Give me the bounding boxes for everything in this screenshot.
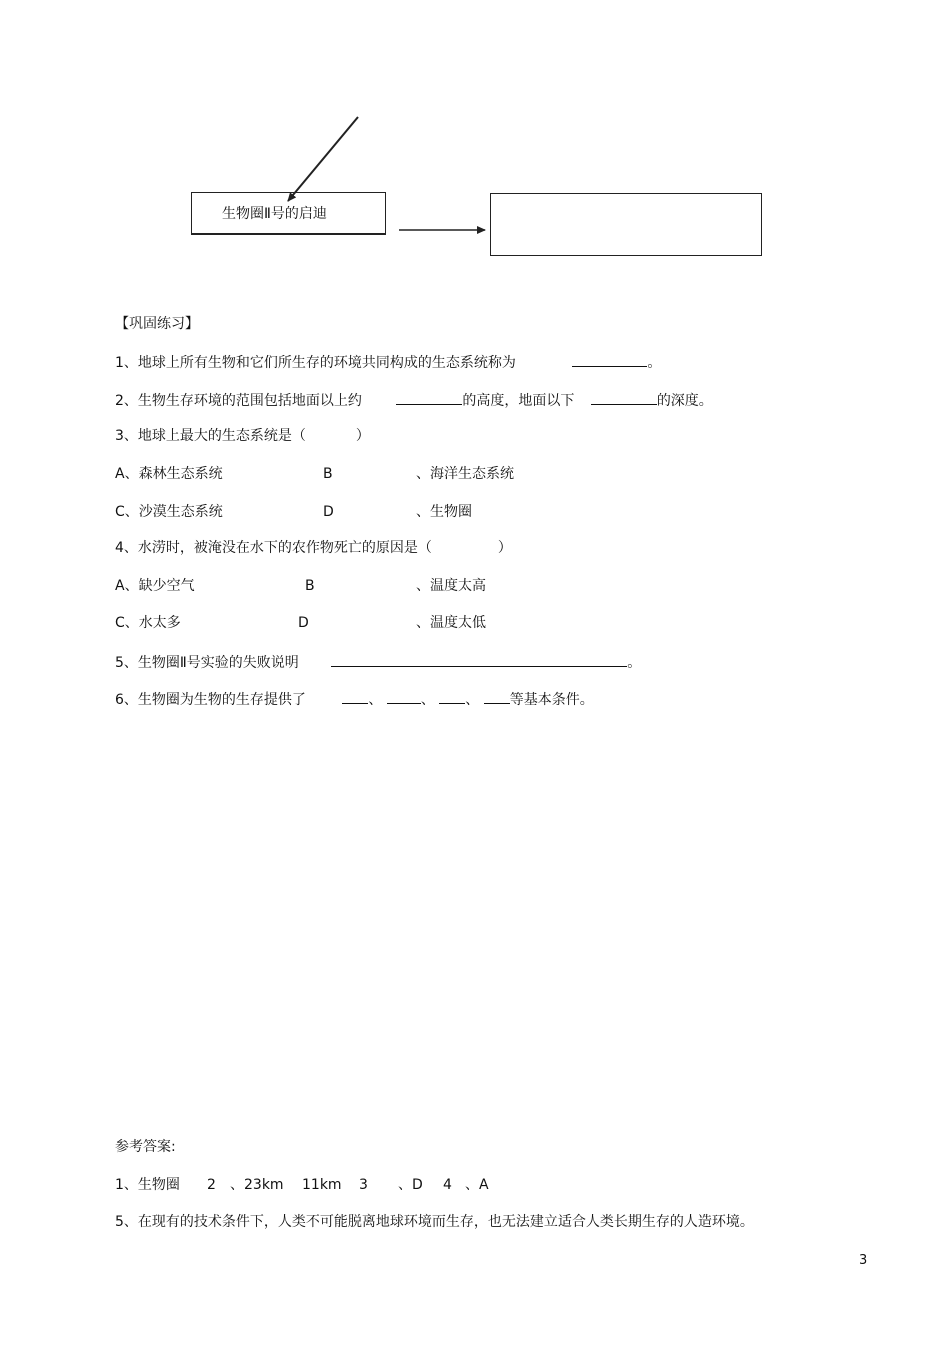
question-3-option-a: A、森林生态系统 <box>115 466 223 482</box>
question-3-text: 3、地球上最大的生态系统是（ <box>115 428 306 444</box>
question-4-option-c: C、水太多 <box>115 615 181 631</box>
diagonal-arrow <box>288 117 358 201</box>
answers-title: 参考答案: <box>115 1139 176 1155</box>
question-5-text: 5、生物圈Ⅱ号实验的失败说明 <box>115 655 299 671</box>
question-3-option-b-letter: B <box>323 466 333 482</box>
question-6-sep-3: 、 <box>465 692 480 708</box>
question-4-end: ） <box>497 540 512 556</box>
diagram-box-left-label: 生物圈Ⅱ号的启迪 <box>222 206 327 222</box>
question-2-blank-2[interactable] <box>591 390 657 405</box>
page-number: 3 <box>859 1253 868 1268</box>
answer-2-number: 2 <box>207 1177 216 1193</box>
question-2-blank-1[interactable] <box>396 390 462 405</box>
question-3-option-d-letter: D <box>323 504 334 520</box>
question-4-option-b-letter: B <box>305 578 315 594</box>
question-1-text: 1、地球上所有生物和它们所生存的环境共同构成的生态系统称为 <box>115 355 516 371</box>
question-3-option-d: 、生物圈 <box>416 504 472 520</box>
question-4 <box>115 539 512 557</box>
question-6 <box>115 689 594 709</box>
answer-4: 、A <box>465 1177 489 1193</box>
question-2-text: 2、生物生存环境的范围包括地面以上约 <box>115 393 362 409</box>
question-2-end: 的深度。 <box>656 393 713 409</box>
question-2-mid: 的高度，地面以下 <box>462 393 575 409</box>
question-6-blank-1[interactable] <box>342 689 368 704</box>
question-3 <box>115 427 370 445</box>
answer-1: 1、生物圈 <box>115 1177 180 1193</box>
question-6-text: 6、生物圈为生物的生存提供了 <box>115 692 306 708</box>
answer-3-number: 3 <box>359 1177 368 1193</box>
answer-5: 5、在现有的技术条件下，人类不可能脱离地球环境而生存，也无法建立适合人类长期生存的人造环境。 <box>115 1214 754 1230</box>
question-4-option-d-letter: D <box>298 615 309 631</box>
question-5 <box>115 652 641 672</box>
answer-3: 、D <box>398 1177 423 1193</box>
question-4-option-a: A、缺少空气 <box>115 578 195 594</box>
question-3-option-c: C、沙漠生态系统 <box>115 504 223 520</box>
question-1 <box>115 352 661 372</box>
answer-4-number: 4 <box>443 1177 452 1193</box>
question-6-end: 等基本条件。 <box>509 692 594 708</box>
question-6-sep-2: 、 <box>420 692 435 708</box>
question-1-end: 。 <box>647 355 662 371</box>
question-4-text: 4、水涝时，被淹没在水下的农作物死亡的原因是（ <box>115 540 432 556</box>
question-4-option-b: 、温度太高 <box>416 578 486 594</box>
question-6-blank-2[interactable] <box>387 689 421 704</box>
question-5-blank[interactable] <box>331 652 627 667</box>
question-4-option-d: 、温度太低 <box>416 615 486 631</box>
answer-2b: 11km <box>302 1177 342 1193</box>
question-6-blank-3[interactable] <box>439 689 465 704</box>
question-3-end: ） <box>355 428 370 444</box>
diagram-box-right <box>490 193 762 256</box>
diagram-arrows <box>0 0 950 300</box>
question-2 <box>115 390 713 410</box>
question-3-option-b: 、海洋生态系统 <box>416 466 514 482</box>
section-title: 【巩固练习】 <box>115 316 199 332</box>
question-1-blank[interactable] <box>572 352 647 367</box>
question-6-blank-4[interactable] <box>484 689 510 704</box>
question-5-end: 。 <box>627 655 642 671</box>
question-6-sep-1: 、 <box>368 692 383 708</box>
answer-2: 、23km <box>230 1177 284 1193</box>
